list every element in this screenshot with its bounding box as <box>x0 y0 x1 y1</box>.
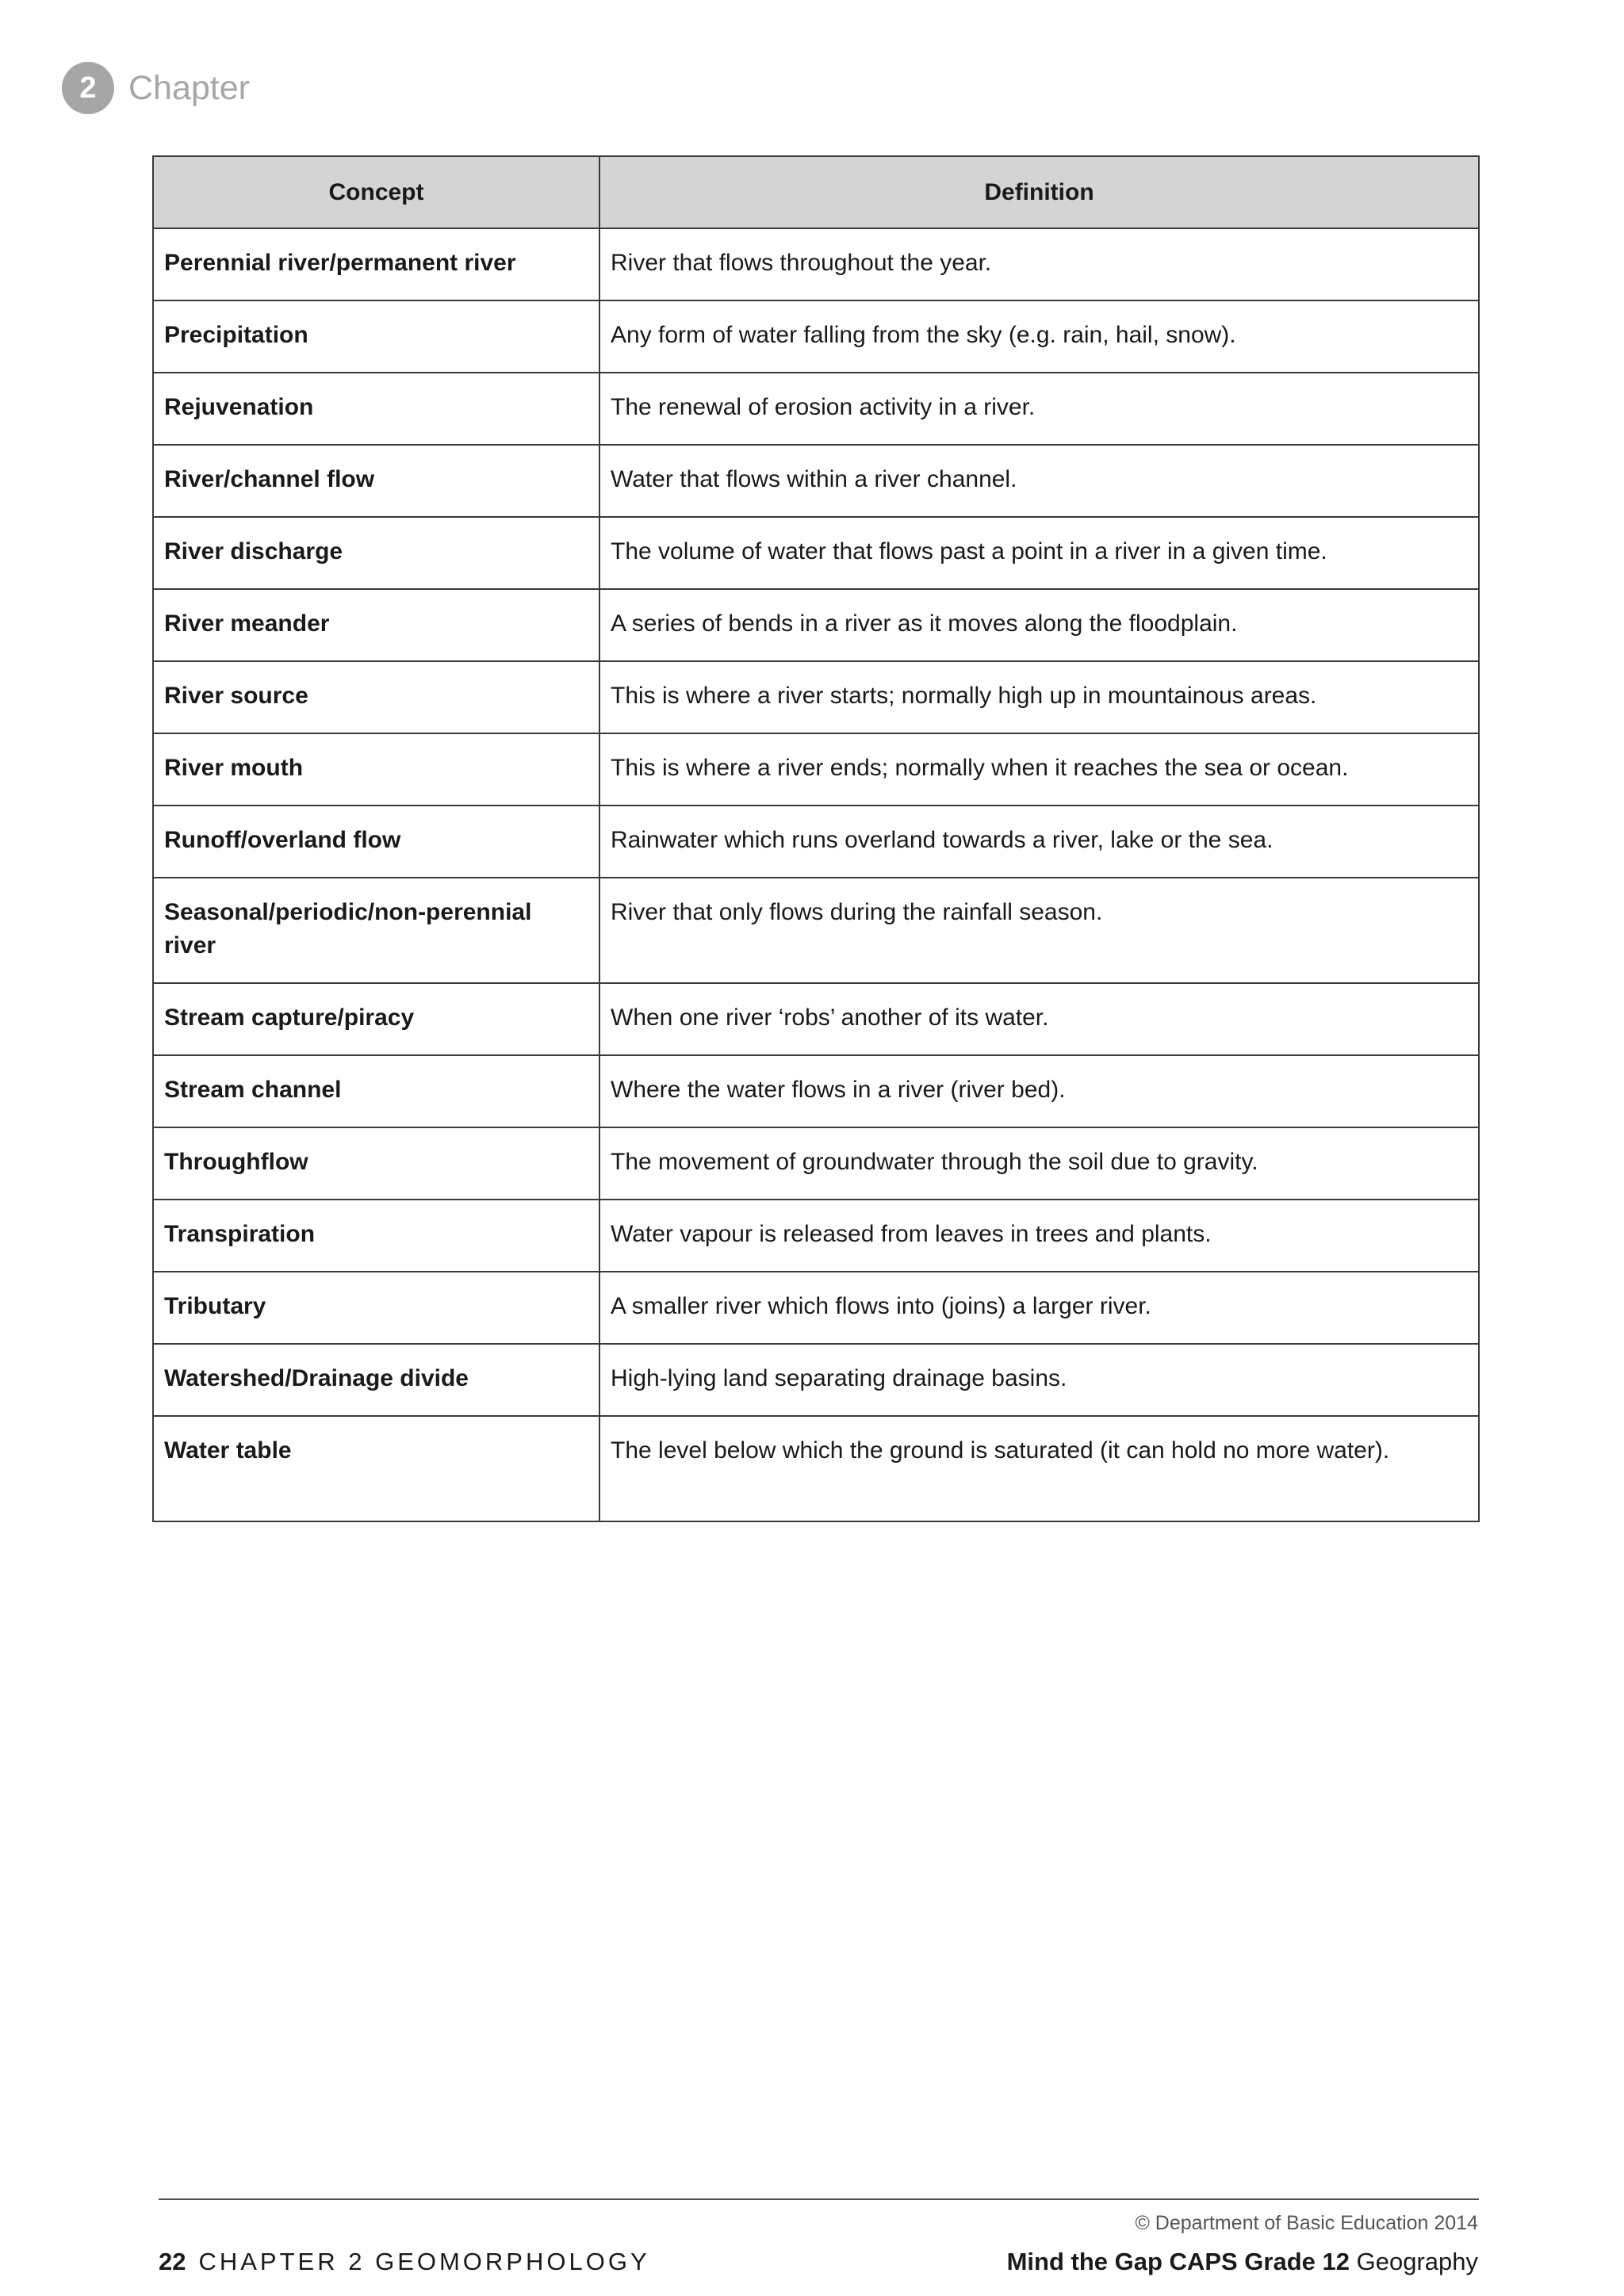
table-row <box>153 1055 1479 1127</box>
definition-cell: River that flows throughout the year. <box>599 228 1479 300</box>
concept-cell: Tributary <box>153 1272 599 1344</box>
footer-chapter <box>159 2248 650 2276</box>
table-row <box>153 517 1479 589</box>
concept-cell: Water table <box>153 1416 599 1521</box>
definition-cell: The volume of water that flows past a point in a river in a given time. <box>599 517 1479 589</box>
concept-cell: Stream channel <box>153 1055 599 1127</box>
definition-cell: River that only flows during the rainfall season. <box>599 878 1479 983</box>
definition-cell: High-lying land separating drainage basins. <box>599 1344 1479 1416</box>
footer-divider <box>159 2198 1479 2200</box>
definition-cell: Any form of water falling from the sky (e.g. rain, hail, snow). <box>599 300 1479 373</box>
concept-cell: River mouth <box>153 733 599 806</box>
definition-cell: The movement of groundwater through the soil due to gravity. <box>599 1127 1479 1200</box>
definition-cell: A smaller river which flows into (joins) a larger river. <box>599 1272 1479 1344</box>
table-row <box>153 445 1479 517</box>
chapter-header <box>62 62 250 114</box>
definition-cell: Water vapour is released from leaves in trees and plants. <box>599 1200 1479 1272</box>
book-title: Mind the Gap CAPS Grade 12 <box>1006 2248 1350 2275</box>
concept-cell: Perennial river/permanent river <box>153 228 599 300</box>
concept-cell: River/channel flow <box>153 445 599 517</box>
column-header-concept: Concept <box>153 156 599 228</box>
concept-cell: Transpiration <box>153 1200 599 1272</box>
table-row <box>153 661 1479 733</box>
column-header-definition: Definition <box>599 156 1479 228</box>
table-row <box>153 806 1479 878</box>
definition-cell: Where the water flows in a river (river bed). <box>599 1055 1479 1127</box>
concept-cell: River discharge <box>153 517 599 589</box>
concept-cell: Throughflow <box>153 1127 599 1200</box>
book-subject: Geography <box>1356 2248 1478 2275</box>
copyright-notice: © Department of Basic Education 2014 <box>1135 2212 1478 2234</box>
definition-cell: Rainwater which runs overland towards a river, lake or the sea. <box>599 806 1479 878</box>
table-row <box>153 1272 1479 1344</box>
table-row <box>153 1416 1479 1521</box>
table-row <box>153 373 1479 445</box>
chapter-running-title: CHAPTER 2 GEOMORPHOLOGY <box>198 2248 650 2275</box>
table-row <box>153 1200 1479 1272</box>
definition-cell: This is where a river starts; normally high up in mountainous areas. <box>599 661 1479 733</box>
definition-cell: Water that flows within a river channel. <box>599 445 1479 517</box>
table-row <box>153 300 1479 373</box>
concept-cell: Seasonal/periodic/non-perennial river <box>153 878 599 983</box>
page-number: 22 <box>159 2248 186 2275</box>
concept-cell: Precipitation <box>153 300 599 373</box>
concept-cell: River source <box>153 661 599 733</box>
concept-cell: Rejuvenation <box>153 373 599 445</box>
table-row <box>153 589 1479 661</box>
table-row <box>153 228 1479 300</box>
chapter-number-badge: 2 <box>62 62 114 114</box>
table-row <box>153 983 1479 1055</box>
definition-cell: The level below which the ground is saturated (it can hold no more water). <box>599 1416 1479 1521</box>
concept-cell: Watershed/Drainage divide <box>153 1344 599 1416</box>
table-row <box>153 1344 1479 1416</box>
chapter-label: Chapter <box>128 68 250 107</box>
table-row <box>153 878 1479 983</box>
definition-cell: The renewal of erosion activity in a river. <box>599 373 1479 445</box>
concept-cell: River meander <box>153 589 599 661</box>
glossary-table <box>152 155 1480 1522</box>
concept-cell: Runoff/overland flow <box>153 806 599 878</box>
definition-cell: When one river ‘robs’ another of its water. <box>599 983 1479 1055</box>
table-header-row <box>153 156 1479 228</box>
definition-cell: This is where a river ends; normally when it reaches the sea or ocean. <box>599 733 1479 806</box>
footer-book-title <box>1007 2248 1478 2276</box>
table-row <box>153 1127 1479 1200</box>
concept-cell: Stream capture/piracy <box>153 983 599 1055</box>
table-row <box>153 733 1479 806</box>
definition-cell: A series of bends in a river as it moves along the floodplain. <box>599 589 1479 661</box>
